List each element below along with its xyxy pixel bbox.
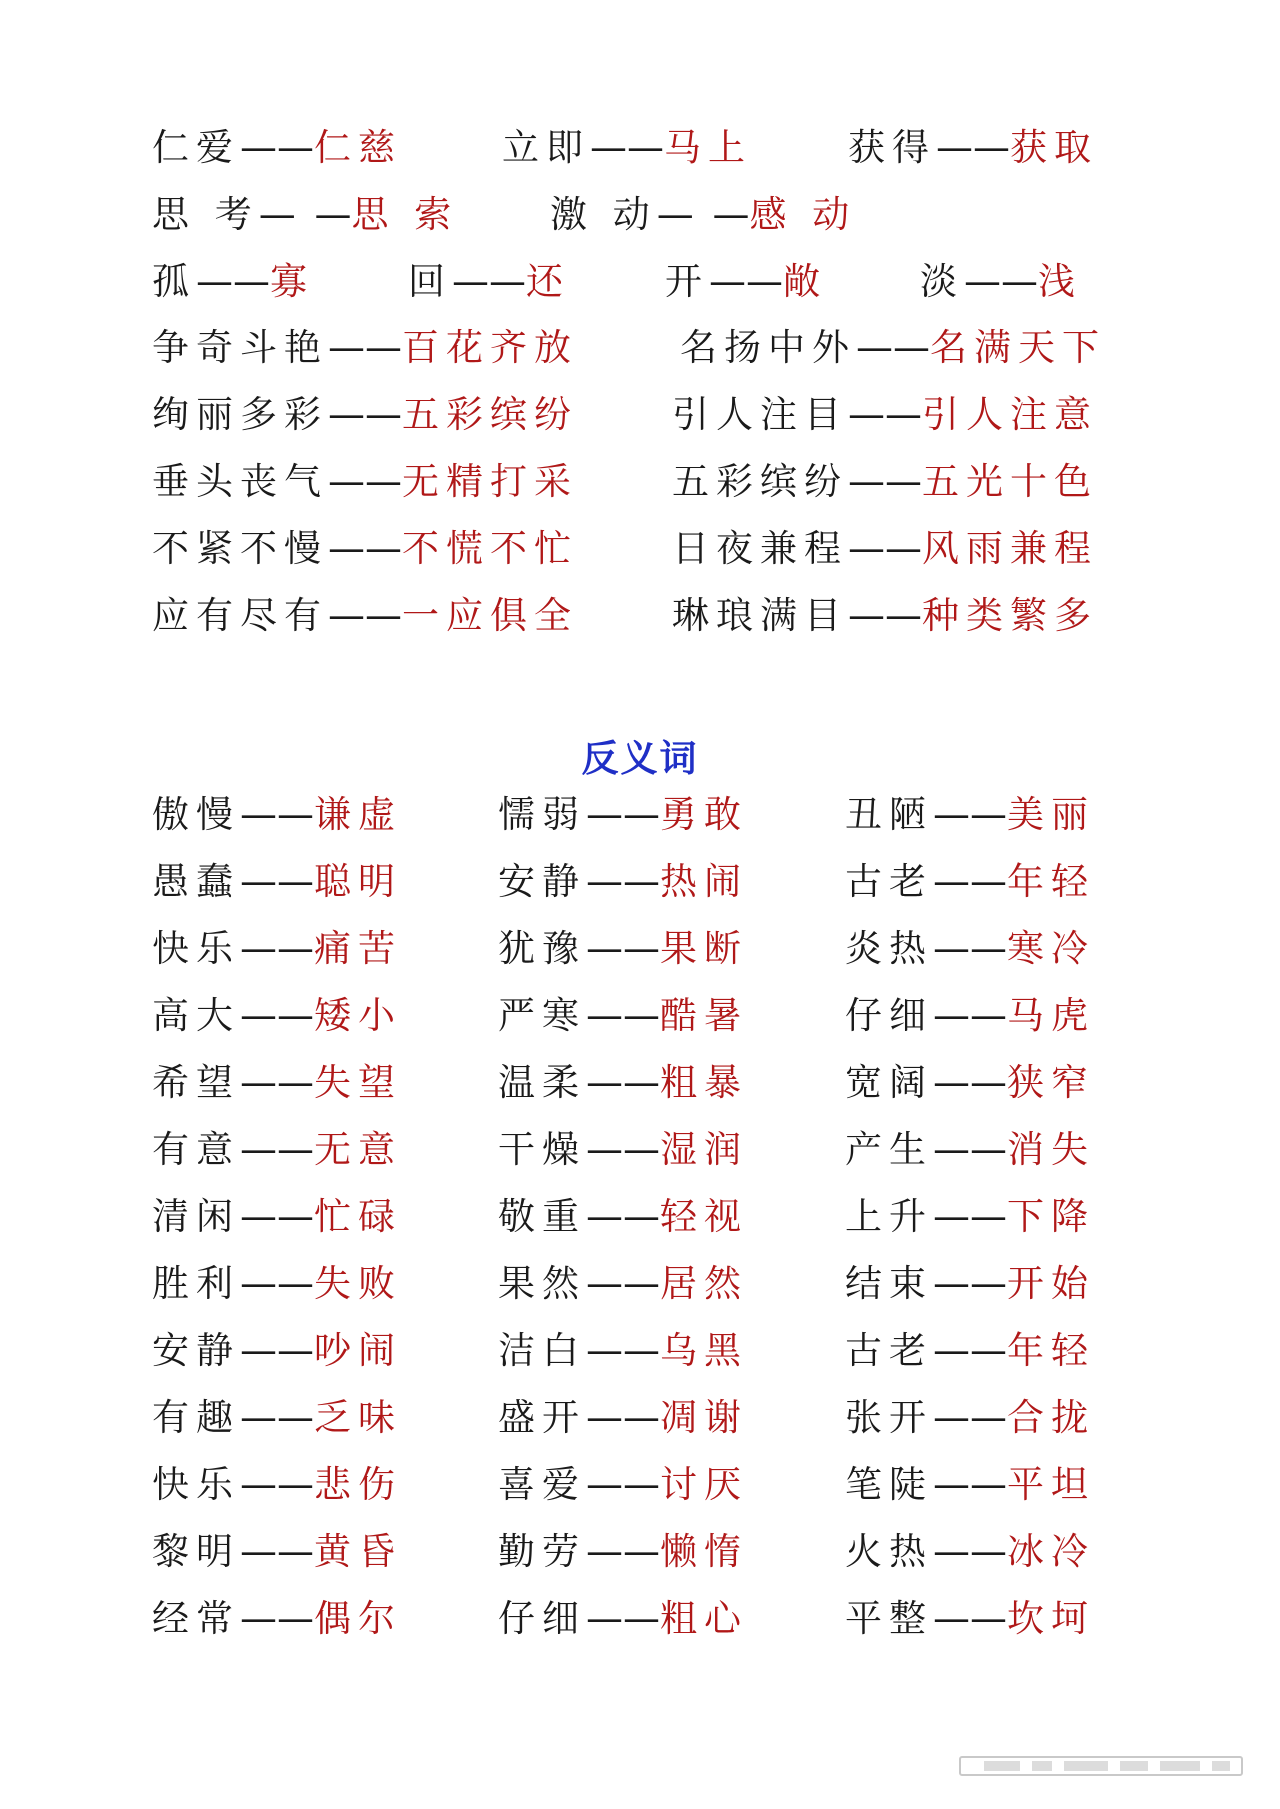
antonym-dash: —— [933, 1195, 1007, 1238]
antonym-pair [152, 1259, 402, 1309]
antonym-word: 炎热 [845, 927, 933, 970]
antonym-answer: 聪明 [314, 860, 402, 903]
antonym-answer: 马虎 [1007, 994, 1095, 1037]
synonym-pair [152, 457, 578, 507]
antonym-word: 有意 [152, 1128, 240, 1171]
antonym-dash: —— [240, 1597, 314, 1640]
watermark-logo [954, 1747, 1254, 1783]
antonym-dash: —— [586, 927, 660, 970]
antonym-word: 愚蠢 [152, 860, 240, 903]
antonym-answer: 懒惰 [660, 1530, 748, 1573]
antonym-pair [152, 924, 402, 974]
antonym-dash: —— [240, 1195, 314, 1238]
antonym-row [0, 1527, 1280, 1577]
antonym-pair [152, 790, 402, 840]
antonym-answer: 矮小 [314, 994, 402, 1037]
synonym-word: 应有尽有 [152, 594, 328, 637]
antonym-answer: 勇敢 [660, 793, 748, 836]
synonym-word: 回 [408, 260, 452, 303]
antonym-word: 果然 [498, 1262, 586, 1305]
synonym-dash: —— [848, 594, 922, 637]
antonym-word: 勤劳 [498, 1530, 586, 1573]
synonym-dash: —— [964, 260, 1038, 303]
antonym-word: 胜利 [152, 1262, 240, 1305]
antonym-pair [152, 1058, 402, 1108]
antonym-pair [845, 1259, 1095, 1309]
antonym-word: 笔陡 [845, 1463, 933, 1506]
synonym-dash: — [700, 193, 750, 236]
antonym-word: 安静 [152, 1329, 240, 1372]
antonym-dash: —— [586, 1530, 660, 1573]
antonym-dash: —— [933, 1396, 1007, 1439]
antonym-word: 经常 [152, 1597, 240, 1640]
synonym-word: 不紧不慢 [152, 527, 328, 570]
synonym-row [0, 323, 1280, 373]
antonym-word: 温柔 [498, 1061, 586, 1104]
antonym-dash: —— [933, 994, 1007, 1037]
synonym-answer: 感 动 [749, 193, 857, 236]
antonym-pair [498, 924, 748, 974]
antonyms-title: 反义词 [581, 737, 699, 780]
antonym-pair [498, 1259, 748, 1309]
antonym-pair [498, 991, 748, 1041]
synonym-dash: —— [709, 260, 783, 303]
synonym-row [0, 524, 1280, 574]
antonym-word: 仔细 [845, 994, 933, 1037]
antonym-row [0, 1393, 1280, 1443]
synonym-answer: 名满天下 [930, 326, 1106, 369]
synonym-pair [502, 123, 752, 173]
antonym-answer: 偶尔 [314, 1597, 402, 1640]
synonym-answer: 还 [526, 260, 570, 303]
synonym-pair [152, 190, 458, 240]
antonym-word: 张开 [845, 1396, 933, 1439]
antonym-answer: 冰冷 [1007, 1530, 1095, 1573]
antonym-dash: —— [933, 1128, 1007, 1171]
antonym-dash: —— [586, 1195, 660, 1238]
synonym-answer: 引人注意 [922, 393, 1098, 436]
synonym-pair [848, 123, 1098, 173]
synonym-answer: 百花齐放 [402, 326, 578, 369]
synonym-pair [152, 323, 578, 373]
antonym-dash: —— [240, 1396, 314, 1439]
antonym-answer: 吵闹 [314, 1329, 402, 1372]
antonym-word: 快乐 [152, 1463, 240, 1506]
antonym-answer: 忙碌 [314, 1195, 402, 1238]
antonym-pair [498, 1192, 748, 1242]
antonym-dash: —— [586, 1463, 660, 1506]
synonym-answer: 风雨兼程 [922, 527, 1098, 570]
antonym-row [0, 1460, 1280, 1510]
antonym-row [0, 1125, 1280, 1175]
antonym-answer: 平坦 [1007, 1463, 1095, 1506]
antonym-pair [845, 790, 1095, 840]
synonym-pair [152, 524, 578, 574]
antonym-answer: 凋谢 [660, 1396, 748, 1439]
antonym-dash: —— [933, 1262, 1007, 1305]
antonym-pair [152, 1393, 402, 1443]
synonym-word: 垂头丧气 [152, 460, 328, 503]
antonym-word: 快乐 [152, 927, 240, 970]
antonym-pair [152, 857, 402, 907]
antonym-answer: 黄昏 [314, 1530, 402, 1573]
synonym-pair [152, 123, 402, 173]
antonym-answer: 年轻 [1007, 1329, 1095, 1372]
synonym-dash: —— [590, 126, 664, 169]
antonym-row [0, 1326, 1280, 1376]
antonym-row [0, 1192, 1280, 1242]
synonym-pair [672, 591, 1098, 641]
synonym-answer: 种类繁多 [922, 594, 1098, 637]
antonym-answer: 下降 [1007, 1195, 1095, 1238]
antonym-answer: 酷暑 [660, 994, 748, 1037]
antonym-row [0, 924, 1280, 974]
antonym-pair [498, 1058, 748, 1108]
synonym-pair [672, 390, 1098, 440]
antonym-dash: —— [933, 1597, 1007, 1640]
antonym-word: 仔细 [498, 1597, 586, 1640]
antonym-word: 干燥 [498, 1128, 586, 1171]
antonym-word: 宽阔 [845, 1061, 933, 1104]
antonym-dash: —— [586, 1061, 660, 1104]
synonym-word: 日夜兼程 [672, 527, 848, 570]
antonym-pair [152, 1594, 402, 1644]
synonym-pair [152, 257, 314, 307]
antonym-pair [845, 1326, 1095, 1376]
antonym-word: 黎明 [152, 1530, 240, 1573]
synonym-word: 名扬中外 [680, 326, 856, 369]
antonym-answer: 寒冷 [1007, 927, 1095, 970]
antonym-row [0, 1058, 1280, 1108]
antonym-answer: 谦虚 [314, 793, 402, 836]
antonym-answer: 美丽 [1007, 793, 1095, 836]
antonym-dash: —— [240, 1463, 314, 1506]
antonym-answer: 轻视 [660, 1195, 748, 1238]
synonym-row [0, 591, 1280, 641]
antonym-answer: 失败 [314, 1262, 402, 1305]
antonym-row [0, 1259, 1280, 1309]
antonym-answer: 居然 [660, 1262, 748, 1305]
synonym-dash: —— [196, 260, 270, 303]
antonym-dash: —— [240, 860, 314, 903]
antonym-pair [845, 1594, 1095, 1644]
antonym-dash: —— [240, 927, 314, 970]
antonym-pair [845, 924, 1095, 974]
antonym-pair [498, 790, 748, 840]
synonym-answer: 仁慈 [314, 126, 402, 169]
antonym-answer: 失望 [314, 1061, 402, 1104]
synonym-word: 五彩缤纷 [672, 460, 848, 503]
antonym-pair [845, 1393, 1095, 1443]
antonym-pair [152, 1527, 402, 1577]
synonym-word: 思 考— [152, 193, 303, 236]
synonym-word: 仁爱 [152, 126, 240, 169]
synonym-answer: 思 索 [351, 193, 459, 236]
antonym-pair [845, 991, 1095, 1041]
antonym-pair [498, 1326, 748, 1376]
synonym-dash: —— [848, 527, 922, 570]
synonym-dash: —— [856, 326, 930, 369]
synonym-dash: —— [936, 126, 1010, 169]
antonym-word: 高大 [152, 994, 240, 1037]
synonym-answer: 不慌不忙 [402, 527, 578, 570]
antonym-answer: 果断 [660, 927, 748, 970]
antonym-word: 严寒 [498, 994, 586, 1037]
antonym-word: 清闲 [152, 1195, 240, 1238]
antonym-dash: —— [240, 994, 314, 1037]
antonym-answer: 无意 [314, 1128, 402, 1171]
synonym-row [0, 390, 1280, 440]
synonym-row [0, 123, 1280, 173]
synonym-answer: 敞 [783, 260, 827, 303]
antonym-dash: —— [586, 994, 660, 1037]
antonym-dash: —— [586, 860, 660, 903]
synonym-word: 获得 [848, 126, 936, 169]
antonym-answer: 粗暴 [660, 1061, 748, 1104]
antonym-dash: —— [240, 1262, 314, 1305]
antonym-pair [498, 857, 748, 907]
antonym-word: 有趣 [152, 1396, 240, 1439]
antonym-answer: 讨厌 [660, 1463, 748, 1506]
antonym-answer: 坎坷 [1007, 1597, 1095, 1640]
synonym-row [0, 457, 1280, 507]
antonym-dash: —— [240, 1128, 314, 1171]
antonym-dash: —— [933, 927, 1007, 970]
antonym-answer: 热闹 [660, 860, 748, 903]
antonym-dash: —— [933, 1463, 1007, 1506]
antonym-pair [845, 1058, 1095, 1108]
antonym-pair [498, 1594, 748, 1644]
synonym-word: 孤 [152, 260, 196, 303]
synonym-dash: —— [328, 460, 402, 503]
antonym-word: 丑陋 [845, 793, 933, 836]
antonym-word: 敬重 [498, 1195, 586, 1238]
synonym-word: 开 [665, 260, 709, 303]
synonym-dash: —— [240, 126, 314, 169]
antonym-answer: 狭窄 [1007, 1061, 1095, 1104]
antonym-dash: —— [586, 1597, 660, 1640]
synonym-answer: 无精打采 [402, 460, 578, 503]
antonym-dash: —— [933, 793, 1007, 836]
antonym-answer: 乌黑 [660, 1329, 748, 1372]
synonym-pair [920, 257, 1082, 307]
antonym-pair [845, 1192, 1095, 1242]
synonym-word: 绚丽多彩 [152, 393, 328, 436]
synonym-word: 琳琅满目 [672, 594, 848, 637]
antonym-pair [152, 1125, 402, 1175]
antonym-dash: —— [933, 1061, 1007, 1104]
synonym-pair [408, 257, 570, 307]
antonym-dash: —— [586, 1396, 660, 1439]
synonym-answer: 五光十色 [922, 460, 1098, 503]
synonym-answer: 寡 [270, 260, 314, 303]
antonym-word: 结束 [845, 1262, 933, 1305]
antonym-word: 上升 [845, 1195, 933, 1238]
antonym-answer: 开始 [1007, 1262, 1095, 1305]
synonym-row [0, 190, 1280, 240]
antonym-word: 希望 [152, 1061, 240, 1104]
antonym-dash: —— [586, 1329, 660, 1372]
antonym-pair [498, 1125, 748, 1175]
antonym-dash: —— [933, 860, 1007, 903]
synonym-word: 引人注目 [672, 393, 848, 436]
synonym-pair [680, 323, 1106, 373]
synonym-word: 争奇斗艳 [152, 326, 328, 369]
antonym-word: 懦弱 [498, 793, 586, 836]
synonym-answer: 马上 [664, 126, 752, 169]
antonym-pair [152, 1192, 402, 1242]
antonym-word: 洁白 [498, 1329, 586, 1372]
synonym-pair [665, 257, 827, 307]
synonym-dash: — [302, 193, 352, 236]
antonym-pair [152, 1326, 402, 1376]
antonym-pair [152, 1460, 402, 1510]
antonym-answer: 悲伤 [314, 1463, 402, 1506]
antonym-word: 古老 [845, 860, 933, 903]
synonym-dash: —— [328, 326, 402, 369]
antonym-dash: —— [586, 1128, 660, 1171]
antonym-pair [498, 1393, 748, 1443]
antonym-word: 安静 [498, 860, 586, 903]
antonym-pair [498, 1460, 748, 1510]
antonym-dash: —— [240, 1329, 314, 1372]
antonym-answer: 粗心 [660, 1597, 748, 1640]
antonym-dash: —— [933, 1329, 1007, 1372]
synonym-answer: 浅 [1038, 260, 1082, 303]
antonym-pair [845, 857, 1095, 907]
antonym-pair [845, 1460, 1095, 1510]
synonym-word: 激 动— [550, 193, 701, 236]
antonym-pair [152, 991, 402, 1041]
synonym-pair [672, 524, 1098, 574]
antonym-dash: —— [240, 1061, 314, 1104]
antonym-answer: 乏味 [314, 1396, 402, 1439]
synonym-pair [672, 457, 1098, 507]
antonym-answer: 痛苦 [314, 927, 402, 970]
antonym-word: 古老 [845, 1329, 933, 1372]
antonym-pair [845, 1125, 1095, 1175]
synonym-dash: —— [328, 594, 402, 637]
antonym-word: 产生 [845, 1128, 933, 1171]
antonym-word: 犹豫 [498, 927, 586, 970]
synonym-answer: 五彩缤纷 [402, 393, 578, 436]
synonym-dash: —— [328, 527, 402, 570]
antonym-answer: 合拢 [1007, 1396, 1095, 1439]
antonym-row [0, 1594, 1280, 1644]
antonym-dash: —— [933, 1530, 1007, 1573]
antonym-pair [498, 1527, 748, 1577]
antonym-row [0, 991, 1280, 1041]
synonym-pair [550, 190, 856, 240]
synonym-pair [152, 390, 578, 440]
antonym-word: 盛开 [498, 1396, 586, 1439]
antonym-pair [845, 1527, 1095, 1577]
synonym-dash: —— [848, 393, 922, 436]
synonym-row [0, 257, 1280, 307]
antonym-answer: 年轻 [1007, 860, 1095, 903]
antonym-word: 平整 [845, 1597, 933, 1640]
synonym-dash: —— [328, 393, 402, 436]
synonym-answer: 获取 [1010, 126, 1098, 169]
synonym-dash: —— [452, 260, 526, 303]
antonym-dash: —— [240, 793, 314, 836]
antonym-row [0, 857, 1280, 907]
synonym-word: 立即 [502, 126, 590, 169]
antonym-word: 火热 [845, 1530, 933, 1573]
antonym-word: 傲慢 [152, 793, 240, 836]
antonym-row [0, 790, 1280, 840]
antonym-dash: —— [240, 1530, 314, 1573]
antonym-answer: 消失 [1007, 1128, 1095, 1171]
synonym-answer: 一应俱全 [402, 594, 578, 637]
antonym-word: 喜爱 [498, 1463, 586, 1506]
synonym-dash: —— [848, 460, 922, 503]
antonym-dash: —— [586, 1262, 660, 1305]
synonym-word: 淡 [920, 260, 964, 303]
synonym-pair [152, 591, 578, 641]
antonym-dash: —— [586, 793, 660, 836]
antonym-answer: 湿润 [660, 1128, 748, 1171]
